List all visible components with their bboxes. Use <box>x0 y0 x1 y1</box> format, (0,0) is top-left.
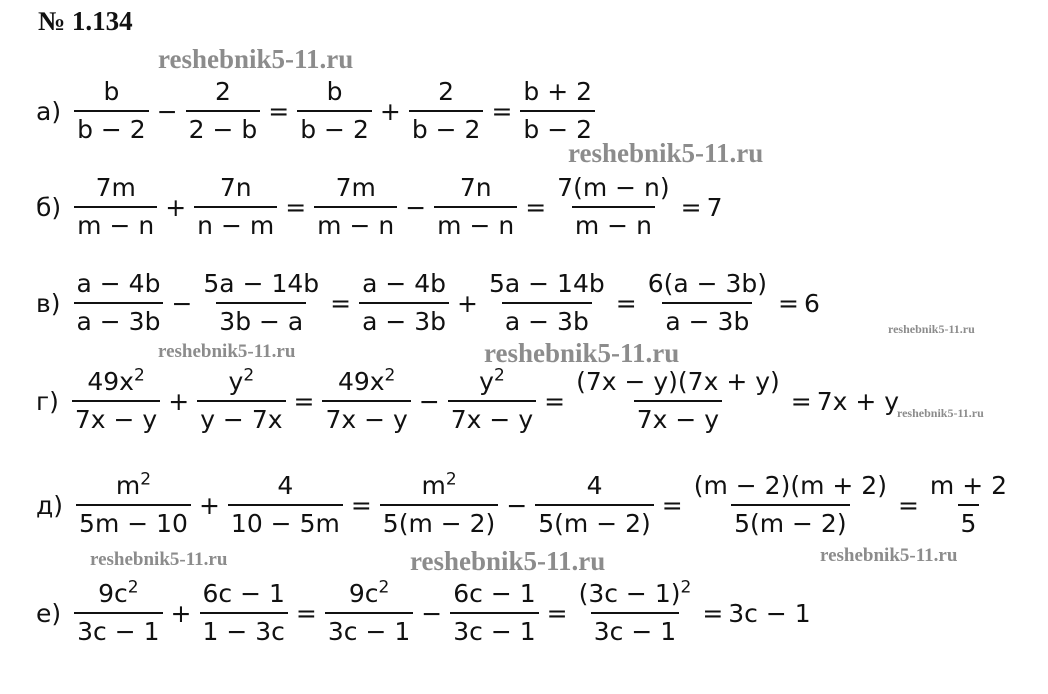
numerator <box>418 468 459 504</box>
equation-row-b <box>36 170 722 244</box>
denominator: y − 7x <box>197 400 285 438</box>
denominator: 5(m − 2) <box>380 504 499 542</box>
operator: = <box>615 288 637 318</box>
denominator: 3b − a <box>216 302 306 340</box>
numerator <box>476 364 508 400</box>
equation-row-g <box>36 364 899 438</box>
numerator: 2 <box>215 77 231 106</box>
exponent: 2 <box>680 577 692 598</box>
fraction <box>434 170 517 244</box>
numerator <box>84 364 147 400</box>
fraction <box>74 266 164 340</box>
watermark: reshebnik5-11.ru <box>897 406 984 420</box>
equation-row-v <box>36 266 820 340</box>
watermark: reshebnik5-11.ru <box>568 138 764 168</box>
fraction <box>448 364 536 438</box>
fraction <box>325 576 413 650</box>
fraction <box>314 170 397 244</box>
denominator: m − n <box>434 206 517 244</box>
fraction <box>228 468 343 542</box>
operator: = <box>295 598 317 628</box>
exponent: 2 <box>140 469 152 490</box>
watermark: reshebnik5-11.ru <box>158 44 354 74</box>
item-label: а) <box>36 96 62 126</box>
numerator-base: y <box>479 367 494 396</box>
denominator: 1 − 3c <box>200 612 288 650</box>
fraction <box>359 266 449 340</box>
fraction <box>74 170 157 244</box>
denominator: m − n <box>74 206 157 244</box>
numerator: 4 <box>277 471 294 500</box>
numerator: a − 4b <box>76 269 161 298</box>
fraction <box>322 364 410 438</box>
denominator: b − 2 <box>409 110 484 148</box>
fraction <box>186 74 261 148</box>
numerator: m + 2 <box>929 471 1008 500</box>
denominator: 3c − 1 <box>450 612 538 650</box>
exponent: 2 <box>378 577 390 598</box>
numerator: 6c − 1 <box>202 579 285 608</box>
fraction <box>409 74 484 148</box>
denominator: a − 3b <box>74 302 164 340</box>
operator: + <box>168 386 190 416</box>
denominator: a − 3b <box>502 302 592 340</box>
denominator: b − 2 <box>297 110 372 148</box>
fraction <box>645 266 770 340</box>
operator: = <box>350 490 372 520</box>
denominator: 3c − 1 <box>325 612 413 650</box>
numerator-base: (3c − 1) <box>578 579 681 608</box>
operator: = <box>293 386 315 416</box>
operator: − <box>171 288 193 318</box>
watermark: reshebnik5-11.ru <box>410 546 606 576</box>
numerator: b + 2 <box>523 77 593 106</box>
operator: − <box>506 490 528 520</box>
numerator: 7m <box>95 173 136 202</box>
operator: + <box>198 490 220 520</box>
operator: = <box>525 192 547 222</box>
denominator: 10 − 5m <box>228 504 343 542</box>
numerator <box>226 364 258 400</box>
denominator: n − m <box>194 206 277 244</box>
operator: − <box>418 386 440 416</box>
operator: = <box>778 288 799 318</box>
operator: = <box>702 598 724 628</box>
denominator: 2 − b <box>186 110 261 148</box>
denominator: b − 2 <box>74 110 149 148</box>
fraction <box>74 576 162 650</box>
operator: + <box>457 288 478 318</box>
exponent: 2 <box>384 365 396 386</box>
operator: = <box>897 490 919 520</box>
numerator-base: m <box>115 471 141 500</box>
exponent: 2 <box>127 577 139 598</box>
numerator: (7x − y)(7x + y) <box>576 367 780 396</box>
numerator: 7n <box>219 173 252 202</box>
watermark: reshebnik5-11.ru <box>888 322 975 336</box>
numerator: a − 4b <box>362 269 447 298</box>
operator: = <box>546 598 568 628</box>
operator: = <box>268 96 290 126</box>
fraction <box>450 576 538 650</box>
fraction <box>197 364 285 438</box>
exponent: 2 <box>133 365 145 386</box>
exponent: 2 <box>243 365 255 386</box>
numerator: 6c − 1 <box>453 579 536 608</box>
denominator: 5m − 10 <box>76 504 191 542</box>
exponent: 2 <box>445 469 457 490</box>
item-label: д) <box>36 490 64 520</box>
denominator: 7x − y <box>634 400 722 438</box>
numerator <box>576 576 695 612</box>
denominator: 7x − y <box>448 400 536 438</box>
fraction <box>486 266 608 340</box>
watermark: reshebnik5-11.ru <box>90 549 228 570</box>
fraction <box>927 468 1010 542</box>
item-label: е) <box>36 598 62 628</box>
operator: = <box>285 192 307 222</box>
operator: + <box>170 598 192 628</box>
operator: = <box>491 96 513 126</box>
operator: = <box>661 490 683 520</box>
result: 7 <box>706 192 723 222</box>
numerator-base: m <box>421 471 446 500</box>
denominator: 7x − y <box>72 400 160 438</box>
fraction <box>74 74 149 148</box>
operator: = <box>544 386 566 416</box>
fraction <box>576 576 695 650</box>
numerator: 4 <box>586 471 603 500</box>
fraction <box>520 74 595 148</box>
numerator: 2 <box>438 77 455 106</box>
numerator-base: 49x <box>87 367 134 396</box>
numerator: 7m <box>335 173 376 202</box>
item-label: г) <box>36 386 59 416</box>
numerator: 7n <box>459 173 492 202</box>
item-label: б) <box>36 192 62 222</box>
operator: + <box>379 96 401 126</box>
denominator: m − n <box>314 206 397 244</box>
denominator: 5(m − 2) <box>731 504 850 542</box>
numerator: (m − 2)(m + 2) <box>693 471 887 500</box>
problem-title: № 1.134 <box>38 6 133 36</box>
operator: − <box>421 598 443 628</box>
denominator: 7x − y <box>322 400 410 438</box>
operator: + <box>165 192 187 222</box>
operator: = <box>790 386 812 416</box>
fraction <box>380 468 499 542</box>
watermark: reshebnik5-11.ru <box>484 338 680 368</box>
fraction <box>554 170 672 244</box>
numerator <box>335 364 398 400</box>
denominator: b − 2 <box>520 110 595 148</box>
numerator <box>95 576 141 612</box>
item-label: в) <box>36 288 61 318</box>
denominator: 5 <box>958 504 980 542</box>
fraction <box>72 364 160 438</box>
fraction <box>200 576 288 650</box>
denominator: 3c − 1 <box>591 612 679 650</box>
equation-row-a <box>36 74 598 148</box>
denominator: a − 3b <box>359 302 449 340</box>
numerator: 7(m − n) <box>557 173 670 202</box>
numerator-base: 9c <box>98 579 128 608</box>
fraction <box>200 266 322 340</box>
fraction <box>573 364 783 438</box>
fraction <box>535 468 654 542</box>
numerator-base: 9c <box>348 579 379 608</box>
watermark: reshebnik5-11.ru <box>158 341 296 362</box>
operator: = <box>680 192 702 222</box>
numerator <box>113 468 154 504</box>
numerator: 5a − 14b <box>488 269 605 298</box>
numerator-base: 49x <box>337 367 385 396</box>
fraction <box>297 74 372 148</box>
watermark: reshebnik5-11.ru <box>820 545 958 566</box>
denominator: a − 3b <box>662 302 752 340</box>
numerator <box>346 576 392 612</box>
fraction <box>76 468 191 542</box>
operator: − <box>156 96 178 126</box>
numerator-base: y <box>228 367 244 396</box>
exponent: 2 <box>493 365 505 386</box>
result: 7x + y <box>816 386 900 416</box>
operator: − <box>405 192 427 222</box>
equation-row-e <box>36 576 811 650</box>
fraction <box>691 468 890 542</box>
numerator: 6(a − 3b) <box>647 269 768 298</box>
fraction <box>194 170 277 244</box>
operator: = <box>330 288 352 318</box>
equation-row-d <box>36 468 1013 542</box>
denominator: m − n <box>572 206 655 244</box>
numerator: b <box>103 77 120 106</box>
numerator: 5a − 14b <box>203 269 320 298</box>
result: 6 <box>804 288 820 318</box>
denominator: 3c − 1 <box>74 612 162 650</box>
result: 3c − 1 <box>728 598 811 628</box>
numerator: b <box>326 77 343 106</box>
denominator: 5(m − 2) <box>535 504 654 542</box>
